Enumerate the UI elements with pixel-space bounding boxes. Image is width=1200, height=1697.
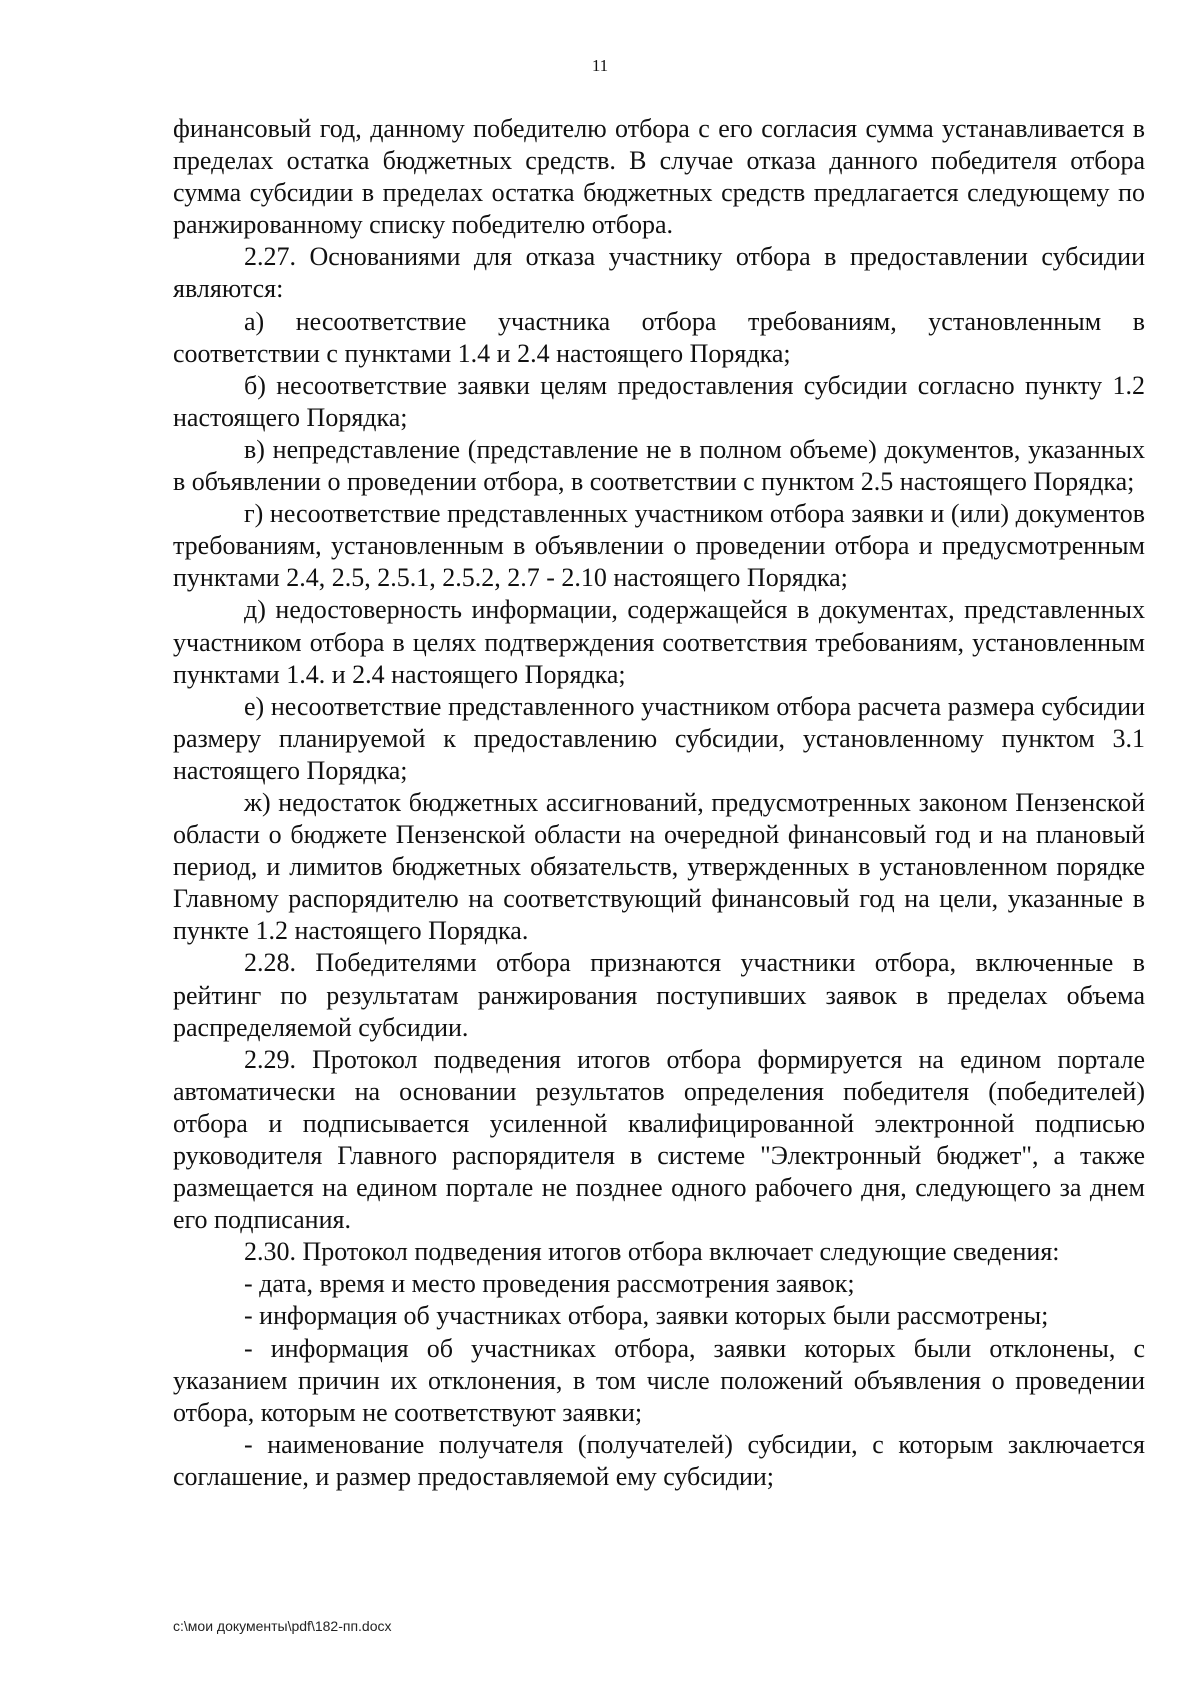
paragraph-2-27: 2.27. Основаниями для отказа участнику отбора в предоставлении субсидии являются: [173, 242, 1145, 304]
list-item-rejected: - информация об участниках отбора, заявки которых были отклонены, с указанием причин их отклонения, в том числе положений объявления о проведении отбора, которым не соответствуют заявки; [173, 1333, 1145, 1427]
paragraph-item-b: б) несоответствие заявки целям предоставления субсидии согласно пункту 1.2 настоящего Порядка; [173, 370, 1145, 432]
paragraph-2-30: 2.30. Протокол подведения итогов отбора включает следующие сведения: [244, 1237, 1060, 1267]
page-number: 11 [591, 56, 609, 75]
paragraph-continuation: финансовый год, данному победителю отбора с его согласия сумма устанавливается в пределах остатка бюджетных средств. В случае отказа данного победителя отбора сумма субсидии в пределах остатка бюджетных средств предлагается следующему по ранжированному списку победителю отбора. [173, 114, 1145, 240]
footer-file-path: c:\мои документы\pdf\182-пп.docx [173, 1618, 392, 1634]
paragraph-item-e: е) несоответствие представленного участником отбора расчета размера субсидии размеру планируемой к предоставлению субсидии, установленному пунктом 3.1 настоящего Порядка; [173, 691, 1145, 785]
document-body [173, 113, 1145, 1493]
paragraph-2-29: 2.29. Протокол подведения итогов отбора формируется на едином портале автоматически на основании результатов определения победителя (победителей) отбора и подписывается усиленной квалифицированной электронной подписью руководителя Главного распорядителя в системе "Электронный бюджет", а также размещается на едином портале не позднее одного рабочего дня, следующего за днем его подписания. [173, 1044, 1145, 1235]
paragraph-item-g: г) несоответствие представленных участником отбора заявки и (или) документов требованиям, установленным в объявлении о проведении отбора и предусмотренным пунктами 2.4, 2.5, 2.5.1, 2.5.2, 2.7 - 2.10 настоящего Порядка; [173, 499, 1145, 593]
list-item-recipient: - наименование получателя (получателей) субсидии, с которым заключается соглашение, и размер предоставляемой ему субсидии; [173, 1429, 1145, 1491]
paragraph-2-28: 2.28. Победителями отбора признаются участники отбора, включенные в рейтинг по результатам ранжирования поступивших заявок в пределах объема распределяемой субсидии. [173, 948, 1145, 1042]
paragraph-item-d: д) недостоверность информации, содержащейся в документах, представленных участником отбора в целях подтверждения соответствия требованиям, установленным пунктами 1.4. и 2.4 настоящего Порядка; [173, 595, 1145, 689]
paragraph-item-v: в) непредставление (представление не в полном объеме) документов, указанных в объявлении о проведении отбора, в соответствии с пунктом 2.5 настоящего Порядка; [173, 434, 1145, 497]
paragraph-item-a: а) несоответствие участника отбора требованиям, установленным в соответствии с пунктами 1.4 и 2.4 настоящего Порядка; [173, 306, 1145, 368]
paragraph-item-zh: ж) недостаток бюджетных ассигнований, предусмотренных законом Пензенской области о бюджете Пензенской области на очередной финансовый год и на плановый период, и лимитов бюджетных обязательств, утвержденных в установленном порядке Главному распорядителю на соответствующий финансовый год на цели, указанные в пункте 1.2 настоящего Порядка. [173, 787, 1145, 946]
list-item-date: - дата, время и место проведения рассмотрения заявок; [244, 1269, 855, 1299]
list-item-reviewed: - информация об участниках отбора, заявки которых были рассмотрены; [244, 1301, 1049, 1331]
